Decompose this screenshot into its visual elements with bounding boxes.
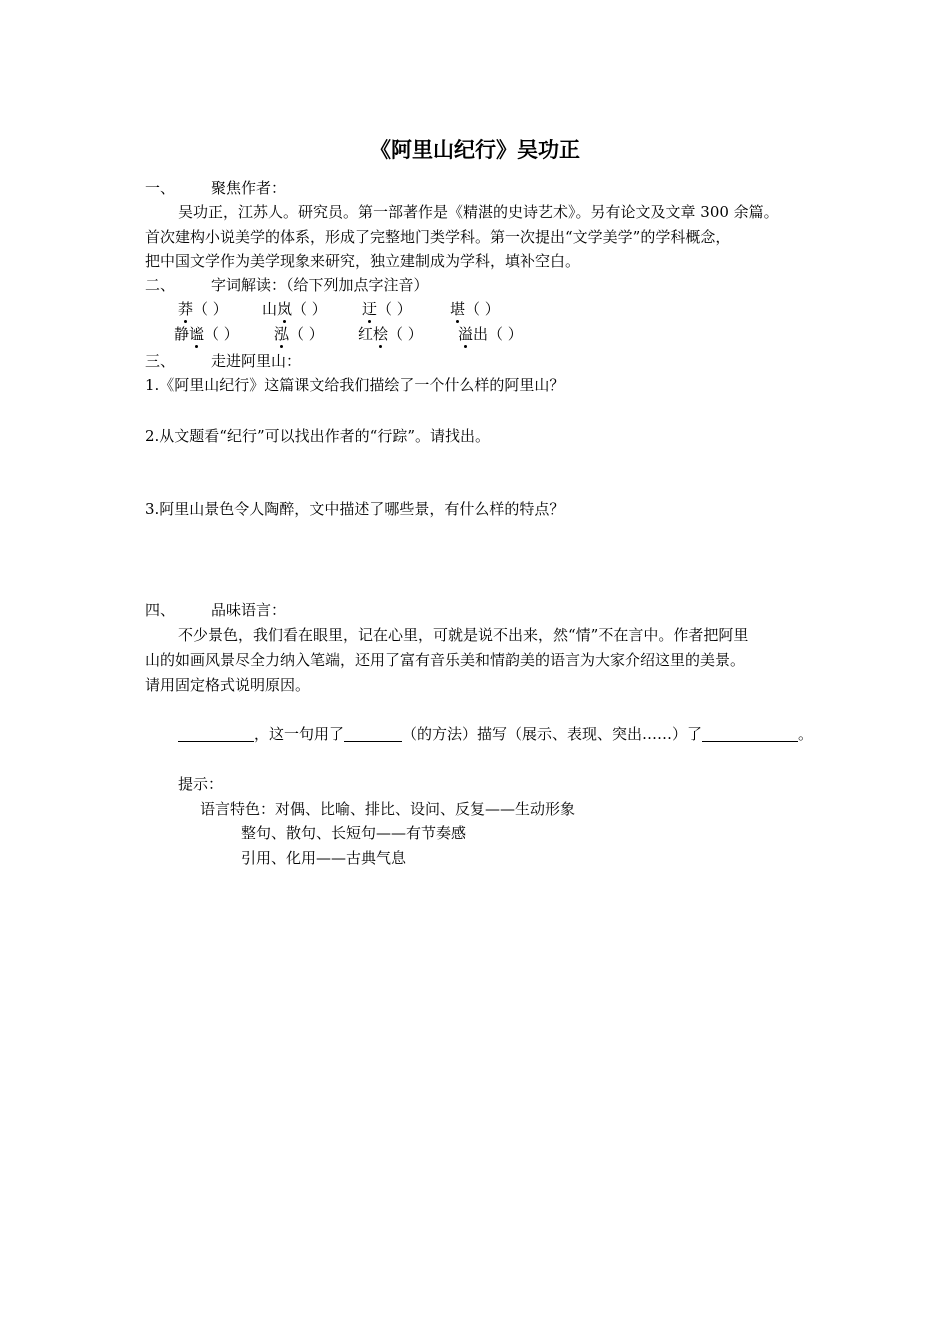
section-2-heading: 字词解读：（给下列加点字注音） — [211, 276, 429, 294]
vocab-item-4 — [450, 299, 500, 319]
pinyin-blank: （ ） — [289, 325, 324, 343]
language-line-2: 山的如画风景尽全力纳入笔端，还用了富有音乐美和情韵美的语言为大家介绍这里的美景。 — [145, 651, 746, 669]
plain-char: 静 — [174, 325, 190, 343]
hint-label: 提示： — [178, 775, 224, 793]
template-part-1: ，这一句用了 — [254, 725, 345, 743]
section-2-number: 二、 — [145, 276, 176, 294]
vocab-item-1 — [178, 299, 228, 319]
answer-blank-method[interactable] — [344, 725, 402, 742]
section-4-heading: 品味语言： — [211, 601, 287, 619]
section-3-heading: 走进阿里山： — [211, 352, 302, 370]
pinyin-blank: （ ） — [465, 300, 500, 318]
language-line-3: 请用固定格式说明原因。 — [145, 676, 311, 694]
vocab-item-3 — [362, 299, 412, 319]
dotted-char: 堪 — [450, 300, 466, 318]
question-3: 3.阿里山景色令人陶醉，文中描述了哪些景，有什么样的特点？ — [145, 500, 565, 518]
plain-char: 山 — [262, 300, 278, 318]
vocab-item-5 — [174, 324, 239, 344]
author-line-3: 把中国文学作为美学现象来研究，独立建制成为学科，填补空白。 — [145, 252, 581, 270]
vocab-item-6 — [274, 324, 324, 344]
hint-line-1: 语言特色：对偶、比喻、排比、设问、反复——生动形象 — [200, 800, 576, 818]
vocab-item-2 — [262, 299, 327, 319]
hint-line-2: 整句、散句、长短句——有节奏感 — [241, 824, 467, 842]
author-line-1: 吴功正，江苏人。研究员。第一部著作是《精湛的史诗艺术》。另有论文及文章 300 余篇。 — [178, 203, 779, 221]
section-1-header — [145, 178, 286, 198]
section-4-number: 四、 — [145, 601, 176, 619]
vocab-item-7 — [358, 324, 423, 344]
dotted-char: 谧 — [189, 325, 205, 343]
dotted-char: 桧 — [373, 325, 389, 343]
pinyin-blank: （ ） — [204, 325, 239, 343]
section-3-number: 三、 — [145, 352, 176, 370]
pinyin-blank: （ ） — [388, 325, 423, 343]
dotted-char: 迂 — [362, 300, 378, 318]
section-3-header — [145, 351, 301, 371]
question-1: 1.《阿里山纪行》这篇课文给我们描绘了一个什么样的阿里山？ — [145, 376, 565, 394]
dotted-char: 溢 — [458, 325, 474, 343]
template-sentence — [178, 724, 813, 744]
section-2-header — [145, 275, 429, 295]
dotted-char: 岚 — [277, 300, 293, 318]
template-part-3: 。 — [798, 725, 814, 743]
page-title: 《阿里山纪行》吴功正 — [370, 137, 580, 162]
pinyin-blank: （ ） — [292, 300, 327, 318]
pinyin-blank: （ ） — [488, 325, 523, 343]
section-1-number: 一、 — [145, 179, 176, 197]
author-line-2: 首次建构小说美学的体系，形成了完整地门类学科。第一次提出“文学美学”的学科概念， — [145, 228, 731, 246]
dotted-char: 泓 — [274, 325, 290, 343]
answer-blank-effect[interactable] — [702, 725, 798, 742]
language-line-1: 不少景色，我们看在眼里，记在心里，可就是说不出来，然“情”不在言中。作者把阿里 — [178, 626, 749, 644]
pinyin-blank: （ ） — [193, 300, 228, 318]
template-part-2: （的方法）描写（展示、表现、突出……）了 — [402, 725, 703, 743]
answer-blank-sentence[interactable] — [178, 725, 254, 742]
vocab-item-8 — [458, 324, 523, 344]
pinyin-blank: （ ） — [377, 300, 412, 318]
hint-line-3: 引用、化用——古典气息 — [241, 849, 407, 867]
plain-char: 出 — [473, 325, 489, 343]
section-4-header — [145, 600, 286, 620]
question-2: 2.从文题看“纪行”可以找出作者的“行踪”。请找出。 — [145, 427, 490, 445]
section-1-heading: 聚焦作者： — [211, 179, 287, 197]
plain-char: 红 — [358, 325, 374, 343]
dotted-char: 莽 — [178, 300, 194, 318]
